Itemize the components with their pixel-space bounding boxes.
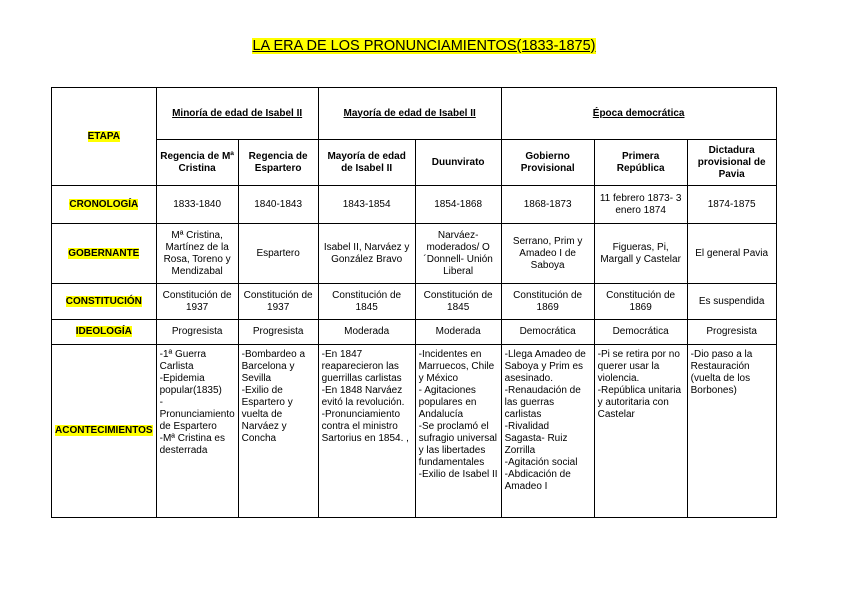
row-label-ideologia: IDEOLOGÍA [52, 320, 157, 345]
constitucion-cell: Constitución de 1845 [318, 284, 415, 320]
cronologia-cell: 1874-1875 [687, 186, 776, 224]
group-minoria: Minoría de edad de Isabel II [156, 88, 318, 140]
cronologia-cell: 1854-1868 [415, 186, 501, 224]
constitucion-cell: Constitución de 1869 [501, 284, 594, 320]
acontecimientos-row [52, 345, 777, 518]
row-label-cronologia: CRONOLOGÍA [52, 186, 157, 224]
constitucion-cell: Constitución de 1869 [594, 284, 687, 320]
subperiod-cell: Dictadura provisional de Pavia [687, 140, 776, 186]
ideologia-cell: Democrática [594, 320, 687, 345]
row-label-etapa: ETAPA [52, 88, 157, 186]
ideologia-cell: Progresista [238, 320, 318, 345]
subperiod-row [52, 140, 777, 186]
gobernante-cell: Mª Cristina, Martínez de la Rosa, Toreno y Mendizabal [156, 224, 238, 284]
constitucion-cell: Constitución de 1845 [415, 284, 501, 320]
row-label-gobernante: GOBERNANTE [52, 224, 157, 284]
gobernante-cell: Figueras, Pi, Margall y Castelar [594, 224, 687, 284]
cronologia-cell: 1868-1873 [501, 186, 594, 224]
group-mayoria: Mayoría de edad de Isabel II [318, 88, 501, 140]
ideologia-row [52, 320, 777, 345]
constitucion-cell: Constitución de 1937 [156, 284, 238, 320]
subperiod-cell: Gobierno Provisional [501, 140, 594, 186]
subperiod-cell: Duunvirato [415, 140, 501, 186]
page-title: LA ERA DE LOS PRONUNCIAMIENTOS(1833-1875) [252, 38, 596, 54]
gobernante-cell: Serrano, Prim y Amadeo I de Saboya [501, 224, 594, 284]
ideologia-cell: Moderada [318, 320, 415, 345]
ideologia-cell: Moderada [415, 320, 501, 345]
group-democratica: Época democrática [501, 88, 776, 140]
header-group-row [52, 88, 777, 140]
constitucion-row [52, 284, 777, 320]
acontecimientos-cell: -Dio paso a la Restauración (vuelta de los Borbones) [687, 345, 776, 518]
subperiod-cell: Regencia de Espartero [238, 140, 318, 186]
cronologia-cell: 1840-1843 [238, 186, 318, 224]
ideologia-cell: Progresista [156, 320, 238, 345]
acontecimientos-cell: -Llega Amadeo de Saboya y Prim es asesinado. -Renaudación de las guerras carlistas -Rivalidad Sagasta- Ruiz Zorrilla -Agitación social -Abdicación de Amadeo I [501, 345, 594, 518]
ideologia-cell: Progresista [687, 320, 776, 345]
gobernante-row [52, 224, 777, 284]
row-label-acontecimientos: ACONTECIMIENTOS [52, 345, 157, 518]
constitucion-cell: Constitución de 1937 [238, 284, 318, 320]
subperiod-cell: Regencia de Mª Cristina [156, 140, 238, 186]
row-label-constitucion: CONSTITUCIÓN [52, 284, 157, 320]
gobernante-cell: Espartero [238, 224, 318, 284]
summary-table [51, 87, 777, 518]
acontecimientos-cell: -Incidentes en Marruecos, Chile y México - Agitaciones populares en Andalucía -Se proclamó el sufragio universal y las libertades fundamentales -Exilio de Isabel II [415, 345, 501, 518]
subperiod-cell: Primera República [594, 140, 687, 186]
cronologia-cell: 1843-1854 [318, 186, 415, 224]
cronologia-cell: 1833-1840 [156, 186, 238, 224]
subperiod-cell: Mayoría de edad de Isabel II [318, 140, 415, 186]
acontecimientos-cell: -Bombardeo a Barcelona y Sevilla -Exilio de Espartero y vuelta de Narváez y Concha [238, 345, 318, 518]
gobernante-cell: El general Pavia [687, 224, 776, 284]
cronologia-cell: 11 febrero 1873- 3 enero 1874 [594, 186, 687, 224]
gobernante-cell: Narváez- moderados/ O´Donnell- Unión Liberal [415, 224, 501, 284]
acontecimientos-cell: -En 1847 reaparecieron las guerrillas carlistas -En 1848 Narváez evitó la revolución. -Pronunciamiento contra el ministro Sartorius en 1854. , [318, 345, 415, 518]
gobernante-cell: Isabel II, Narváez y González Bravo [318, 224, 415, 284]
acontecimientos-cell: -1ª Guerra Carlista -Epidemia popular(1835) -Pronunciamiento de Espartero -Mª Cristina es desterrada [156, 345, 238, 518]
cronologia-row [52, 186, 777, 224]
acontecimientos-cell: -Pi se retira por no querer usar la violencia. -República unitaria y autoritaria con Castelar [594, 345, 687, 518]
constitucion-cell: Es suspendida [687, 284, 776, 320]
ideologia-cell: Democrática [501, 320, 594, 345]
